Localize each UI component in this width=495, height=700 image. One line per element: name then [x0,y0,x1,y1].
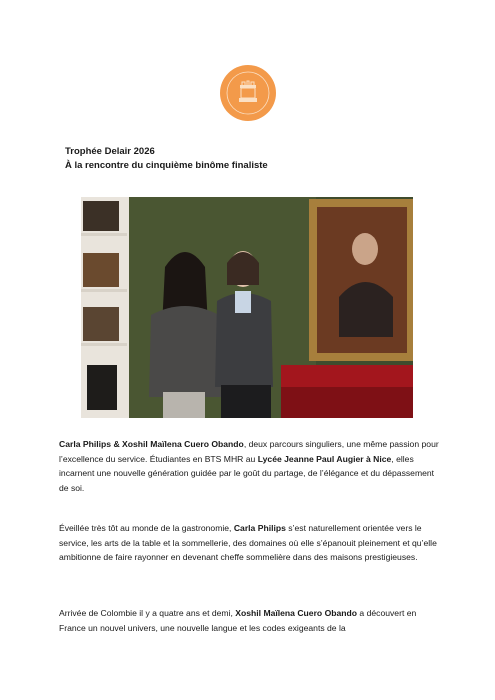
carla-text-2: s’est naturellement orientée vers le service, les arts de la table et la sommellerie, des domaines où elle s’épanouit pleinement et qu’elle ambitionne de faire rayonner en devenant cheffe sommelière dans des maisons prestigieuses. [59,523,437,563]
paragraph-xoshil [59,606,441,635]
paragraph-carla [59,521,441,565]
carla-name: Carla Philips [233,523,286,533]
xoshil-text-2: a découvert en France un nouvel univers, une nouvelle langue et les codes exigeants de la [59,608,417,633]
seal-icon [220,65,276,121]
intro-text-2: , elles incarnent une nouvelle génération guidée par le goût du partage, de l’élégance et du dépassement de soi. [59,453,435,493]
paragraph-introduction [59,437,441,495]
xoshil-text-1: Arrivée de Colombie il y a quatre ans et demi, [59,608,236,618]
intro-text-1: , deux parcours singuliers, une même passion pour l’excellence du service. Étudiantes en BTS MHR au [59,439,439,464]
heading-subtitle: À la rencontre du cinquième binôme finaliste [65,160,268,171]
xoshil-name: Xoshil Maïlena Cuero Obando [235,608,358,618]
article-heading [65,145,268,173]
carla-text-1: Éveillée très tôt au monde de la gastronomie, [59,523,234,533]
trophee-delair-logo [220,65,276,121]
finalists-names: Carla Philips & Xoshil Maïlena Cuero Obando [59,439,244,449]
school-name: Lycée Jeanne Paul Augier à Nice [257,453,392,464]
finalists-photo [81,197,413,418]
heading-title: Trophée Delair 2026 [65,146,155,157]
